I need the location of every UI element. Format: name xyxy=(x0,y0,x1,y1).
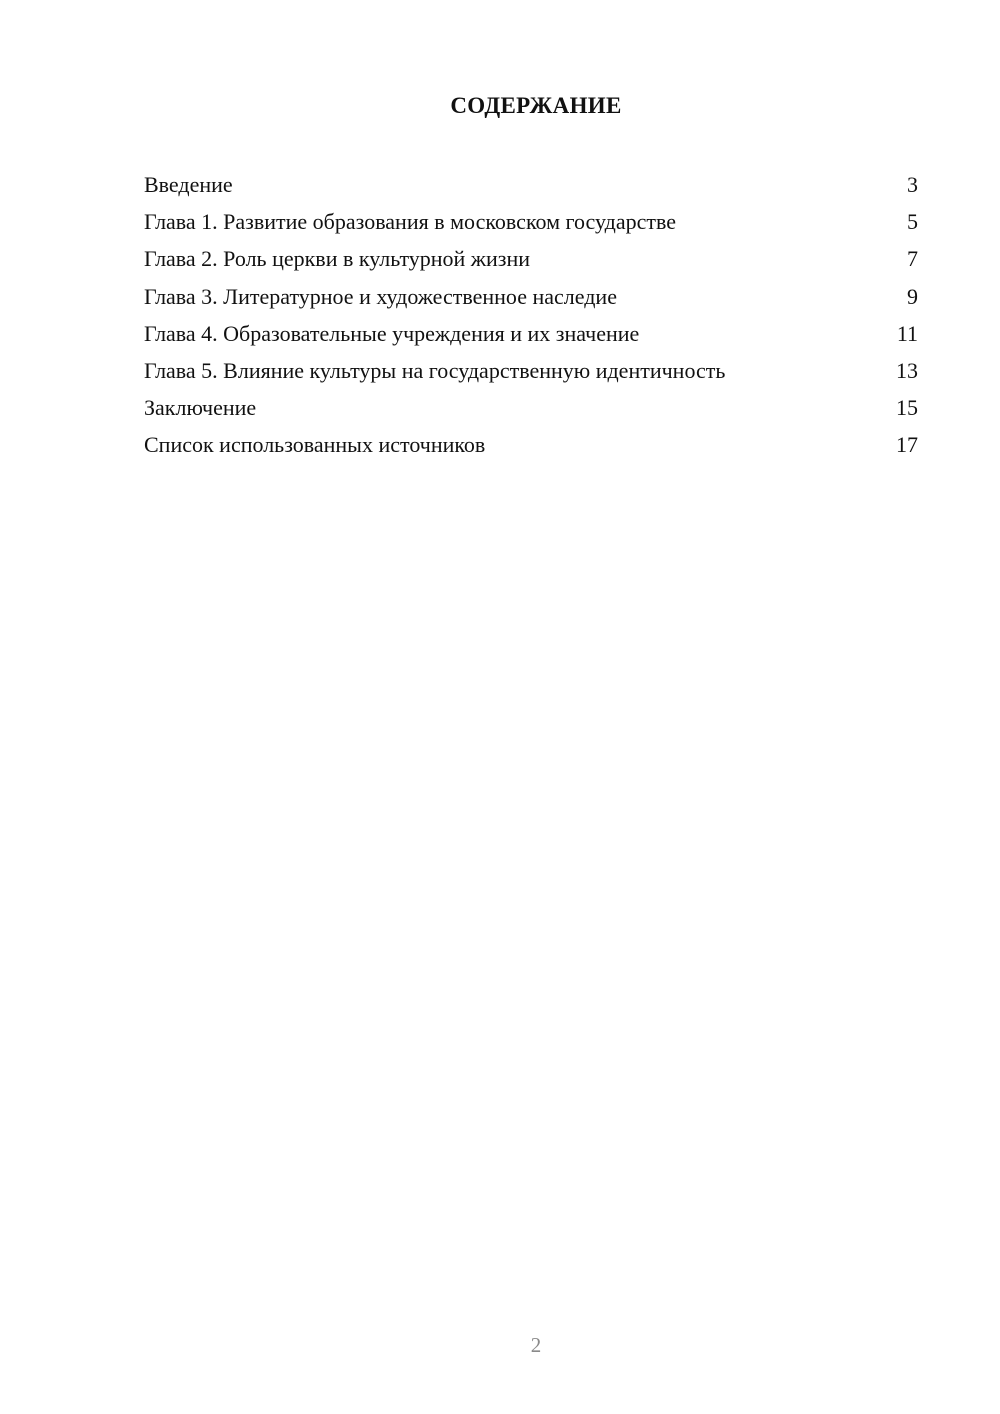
toc-item-page: 15 xyxy=(896,395,918,421)
toc-item-page: 11 xyxy=(896,320,918,346)
toc-item-page: 5 xyxy=(907,209,918,235)
toc-item-references[interactable] xyxy=(144,429,918,466)
toc-item-chapter-4[interactable] xyxy=(144,318,918,355)
toc-item-chapter-2[interactable] xyxy=(144,243,918,280)
toc-item-page: 3 xyxy=(907,172,918,197)
toc-item-label: Глава 3. Литературное и художественное наследие xyxy=(144,283,617,309)
toc-item-chapter-1[interactable] xyxy=(144,206,918,243)
toc-item-label: Глава 4. Образовательные учреждения и их значение xyxy=(144,320,640,346)
page-number: 2 xyxy=(530,1333,542,1357)
table-of-contents xyxy=(144,169,918,467)
toc-item-label: Заключение xyxy=(144,395,257,421)
toc-item-label: Глава 1. Развитие образования в московском государстве xyxy=(144,209,676,235)
toc-item-page: 17 xyxy=(896,432,918,458)
toc-item-introduction[interactable] xyxy=(144,169,918,206)
toc-item-chapter-5[interactable] xyxy=(144,355,918,392)
toc-item-label: Введение xyxy=(144,172,233,197)
toc-item-conclusion[interactable] xyxy=(144,392,918,429)
toc-item-page: 7 xyxy=(907,246,918,272)
toc-item-page: 9 xyxy=(907,283,918,309)
toc-item-page: 13 xyxy=(896,357,918,383)
toc-title: СОДЕРЖАНИЕ xyxy=(450,93,622,118)
toc-item-label: Список использованных источников xyxy=(144,432,486,458)
toc-item-chapter-3[interactable] xyxy=(144,281,918,318)
toc-item-label: Глава 5. Влияние культуры на государственную идентичность xyxy=(144,357,726,383)
toc-item-label: Глава 2. Роль церкви в культурной жизни xyxy=(144,246,531,272)
